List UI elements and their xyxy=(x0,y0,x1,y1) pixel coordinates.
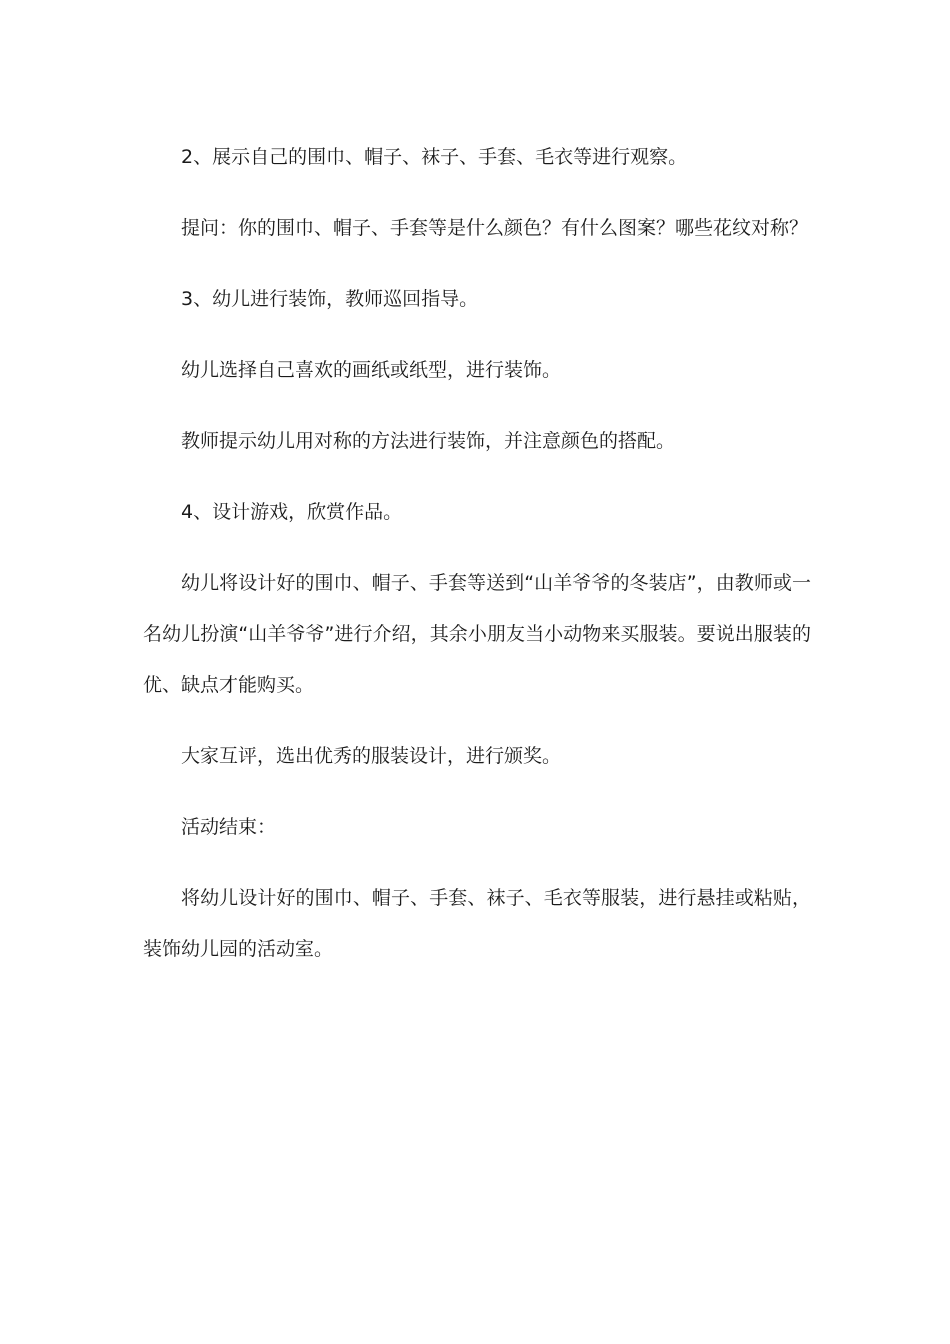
paragraph-gap xyxy=(143,325,811,345)
paragraph-gap xyxy=(143,183,811,203)
paragraph-gap xyxy=(143,396,811,416)
step-2-paragraph: 2、展示自己的围巾、帽子、袜子、手套、毛衣等进行观察。 xyxy=(181,146,688,168)
activity-end-heading: 活动结束： xyxy=(181,816,277,838)
paragraph-gap xyxy=(143,853,811,873)
step-3-paragraph: 3、幼儿进行装饰，教师巡回指导。 xyxy=(181,288,479,310)
step-4-paragraph: 4、设计游戏，欣赏作品。 xyxy=(181,501,403,523)
paragraph-gap xyxy=(143,782,811,802)
question-paragraph: 提问：你的围巾、帽子、手套等是什么颜色？有什么图案？哪些花纹对称？ xyxy=(181,217,809,239)
paragraph-gap xyxy=(143,538,811,558)
game-description-paragraph: 幼儿将设计好的围巾、帽子、手套等送到“山羊爷爷的冬装店”，由教师或一名幼儿扮演“山羊爷爷”进行介绍，其余小朋友当小动物来买服装。要说出服装的优、缺点才能购买。 xyxy=(143,572,811,696)
paragraph-gap xyxy=(143,711,811,731)
document-body xyxy=(143,132,811,975)
closing-paragraph: 将幼儿设计好的围巾、帽子、手套、袜子、毛衣等服装，进行悬挂或粘贴，装饰幼儿园的活动室。 xyxy=(143,887,811,960)
peer-review-paragraph: 大家互评，选出优秀的服装设计，进行颁奖。 xyxy=(181,745,562,767)
teacher-hint-paragraph: 教师提示幼儿用对称的方法进行装饰，并注意颜色的搭配。 xyxy=(181,430,676,452)
paragraph-gap xyxy=(143,254,811,274)
paper-choice-paragraph: 幼儿选择自己喜欢的画纸或纸型，进行装饰。 xyxy=(181,359,562,381)
paragraph-gap xyxy=(143,467,811,487)
